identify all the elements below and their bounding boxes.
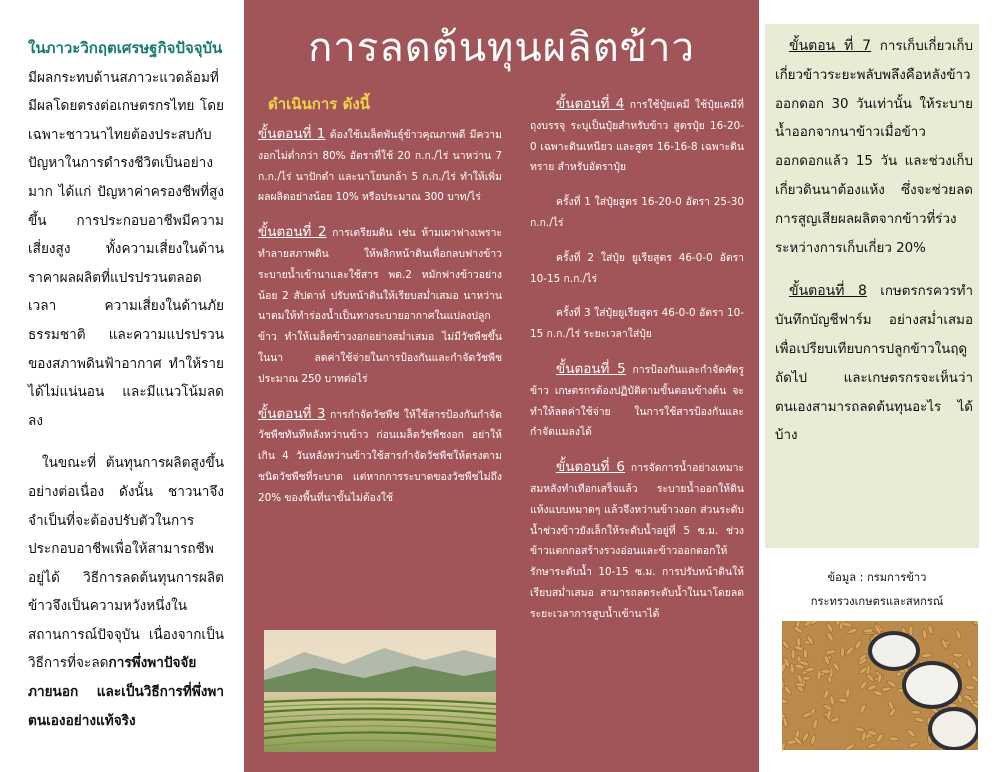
step-2-text: การเตรียมดิน เช่น ห้ามเผาฟางเพราะทำลายสภาพดิน ให้พลิกหน้าดินเพื่อกลบฟางข้าว ระบายน้ำเข้านาและใช้สาร พด.2 หมักฟางข้าวอย่างน้อย 2 สัปดาห์ ปรับหน้าดินให้เรียบสม่ำเสมอ นาหว่าน นาตมให้ทำร่องน้ำเป็นทางระบายอากาศในแปลงปลูกข้าว ทำให้เมล็ดข้าวงอกอย่างสม่ำเสมอ ไม่มีวัชพืชขึ้นในนา ลดค่าใช้จ่ายในการป้องกันและกำจัดวัชพืช ประมาณ 250 บาทต่อไร่ (258, 227, 502, 385)
steps-column-right (530, 94, 744, 639)
step-3-text: การกำจัดวัชพืช ให้ใช้สารป้องกันกำจัดวัชพืชทันทีหลังหว่านข้าว ก่อนเมล็ดวัชพืชงอก อย่าให้เกิน 4 วันหลังหว่านข้าวใช้สารกำจัดวัชพืชให้ตรงตามชนิดวัชพืชที่ระบาด แต่หากการระบาดของวัชพืชไม่ถึง 20% ของพื้นที่นาขั้นไม่ต้องใช้ (258, 408, 502, 504)
left-column (28, 34, 224, 735)
rice-field-photo (264, 630, 496, 752)
conclusion-paragraph (28, 449, 224, 735)
step-3 (258, 404, 502, 509)
step-6-label: ขั้นตอนที่ 6 (556, 459, 625, 476)
fert-round-3: ครั้งที่ 3 ใส่ปุ๋ยยูเรียสูตร 46-0-0 อัตรา 10-15 ก.ก./ไร่ ระยะเวลาใส่ปุ๋ย (530, 307, 744, 341)
step-4-text: การใช้ปุ๋ยเคมี ใช้ปุ๋ยเคมีที่ถุงบรรจุ ระบุเป็นปุ๋ยสำหรับข้าว สูตรปุ๋ย 16-20-0 เฉพาะดินเหนียว และสูตร 16-16-8 เฉพาะดินทราย สำหรับอัตราปุ๋ย (530, 99, 745, 174)
page-title: การลดต้นทุนผลิตข้าว (308, 25, 695, 71)
conclusion-start: ในขณะที่ ต้นทุนการผลิตสูงขึ้นอย่างต่อเนื่อง ดังนั้น ชาวนาจึงจำเป็นที่จะต้องปรับตัวในการประกอบอาชีพเพื่อให้สามารถชีพอยู่ได้ วิธีการลดต้นทุนการผลิตข้าวจึงเป็นความหวังหนึ่งในสถานการณ์ปัจจุบัน เนื่องจากเป็นวิธีการที่จะลด (28, 455, 224, 672)
step-5-label: ขั้นตอนที่ 5 (556, 360, 626, 377)
right-column (775, 32, 973, 465)
step-1 (258, 124, 502, 208)
intro-lead: ในภาวะวิกฤตเศรษฐกิจปัจจุบัน (28, 39, 223, 57)
step-5 (530, 359, 744, 443)
source-line-1: ข้อมูล : กรมการข้าว (827, 571, 927, 584)
procedure-heading: ดำเนินการ ดังนี้ (268, 95, 370, 113)
step-6-text: การจัดการน้ำอย่างเหมาะสมหลังทำเทือกเสร็จแล้ว ระบายน้ำออกให้ดินแห้งแบบหมาดๆ แล้วจึงหว่านข้าวงอก ส่วนระดับน้ำช่วงข้าวยังเล็กให้ระดับน้ำอยู่ที่ 5 ซ.ม. ช่วงข้าวแตกกอสร้างรวงอ่อนและข้าวออกดอกให้รักษาระดับน้ำ 10-15 ซ.ม. การปรับหน้าดินให้เรียบสม่ำเสมอ สามารถลดระดับน้ำในนาโดยลดระยะเวลาการสูบน้ำเข้านาได้ (530, 462, 744, 620)
intro-body: มีผลกระทบด้านสภาวะแวดล้อมที่มีผลโดยตรงต่อเกษตรกรไทย โดยเฉพาะชาวนาไทยต้องประสบกับปัญหาในการดำรงชีวิตเป็นอย่างมาก ได้แก่ ปัญหาค่าครองชีพที่สูงขึ้น การประกอบอาชีพมีความเสี่ยงสูง ทั้งความเสี่ยงในด้านราคาผลผลิตที่แปรปรวนตลอดเวลา ความเสี่ยงในด้านภัยธรรมชาติ และความแปรปรวนของสภาพดินฟ้าอากาศ ทำให้รายได้ไม่แน่นอน และมีแนวโน้มลดลง (28, 69, 224, 429)
step-1-text: ต้องใช้เมล็ดพันธุ์ข้าวคุณภาพดี มีความงอกไม่ต่ำกว่า 80% อัตราที่ใช้ 20 ก.ก./ไร่ นาหว่าน 7 ก.ก./ไร่ นาปักดำ และนาโยนกล้า 5 ก.ก./ไร่ ทำให้เพิ่มผลผลิตอย่างน้อย 10% หรือประมาณ 300 บาท/ไร่ (258, 129, 502, 204)
step-6 (530, 457, 744, 624)
step-7-label: ขั้นตอน ที่ 7 (789, 38, 872, 54)
step-5-text: การป้องกันและกำจัดศัตรูข้าว เกษตรกรต้องปฏิบัติตามขั้นตอนข้างต้น จะทำให้ลดค่าใช้จ่าย ในการใช้สารป้องกันและกำจัดแมลงได้ (530, 363, 744, 439)
source-credit (774, 566, 980, 614)
center-panel (244, 0, 759, 772)
step-2 (258, 222, 502, 389)
source-line-2: กระทรวงเกษตรและสหกรณ์ (810, 595, 944, 608)
fert-round-1: ครั้งที่ 1 ใส่ปุ๋ยสูตร 16-20-0 อัตรา 25-30 ก.ก./ไร่ (530, 196, 744, 229)
step-1-label: ขั้นตอนที่ 1 (258, 126, 326, 142)
step-8-text: เกษตรกรควรทำบันทึกบัญชีฟาร์ม อย่างสม่ำเสมอเพื่อเปรียบเทียบการปลูกข้าวในฤดูถัดไป และเกษตรกรจะเห็นว่าตนเองสามารถลดต้นทุนอะไร ได้บ้าง (775, 284, 973, 444)
step-7-text: การเก็บเกี่ยวเก็บเกี่ยวข้าวระยะพลับพลึงคือหลังข้าวออกดอก 30 วันเท่านั้น ให้ระบายน้ำออกจากนาข้าวเมื่อข้าวออกดอกแล้ว 15 วัน และช่วงเก็บเกี่ยวดินนาต้องแห้ง ซึ่งจะช่วยลดการสูญเสียผลผลิตจากข้าวที่ร่วงระหว่างการเก็บเกี่ยว 20% (775, 39, 974, 256)
conclusion-bold: การพึ่งพาปัจจัยภายนอก และเป็นวิธีการที่พึ่งพาตนเองอย่างแท้จริง (28, 655, 224, 729)
step-7 (775, 32, 973, 263)
rice-grains-photo (782, 621, 978, 750)
step-3-label: ขั้นตอนที่ 3 (258, 405, 326, 422)
step-2-label: ขั้นตอนที่ 2 (258, 224, 327, 241)
step-8-label: ขั้นตอนที่ 8 (789, 283, 867, 300)
fert-round-2: ครั้งที่ 2 ใส่ปุ๋ย ยูเรียสูตร 46-0-0 อัตรา 10-15 ก.ก./ไร่ (530, 251, 744, 285)
step-4-label: ขั้นตอนที่ 4 (556, 96, 625, 112)
step-4 (530, 94, 744, 178)
step-8 (775, 277, 973, 451)
steps-column-left (258, 124, 502, 523)
intro-paragraph (28, 34, 224, 435)
